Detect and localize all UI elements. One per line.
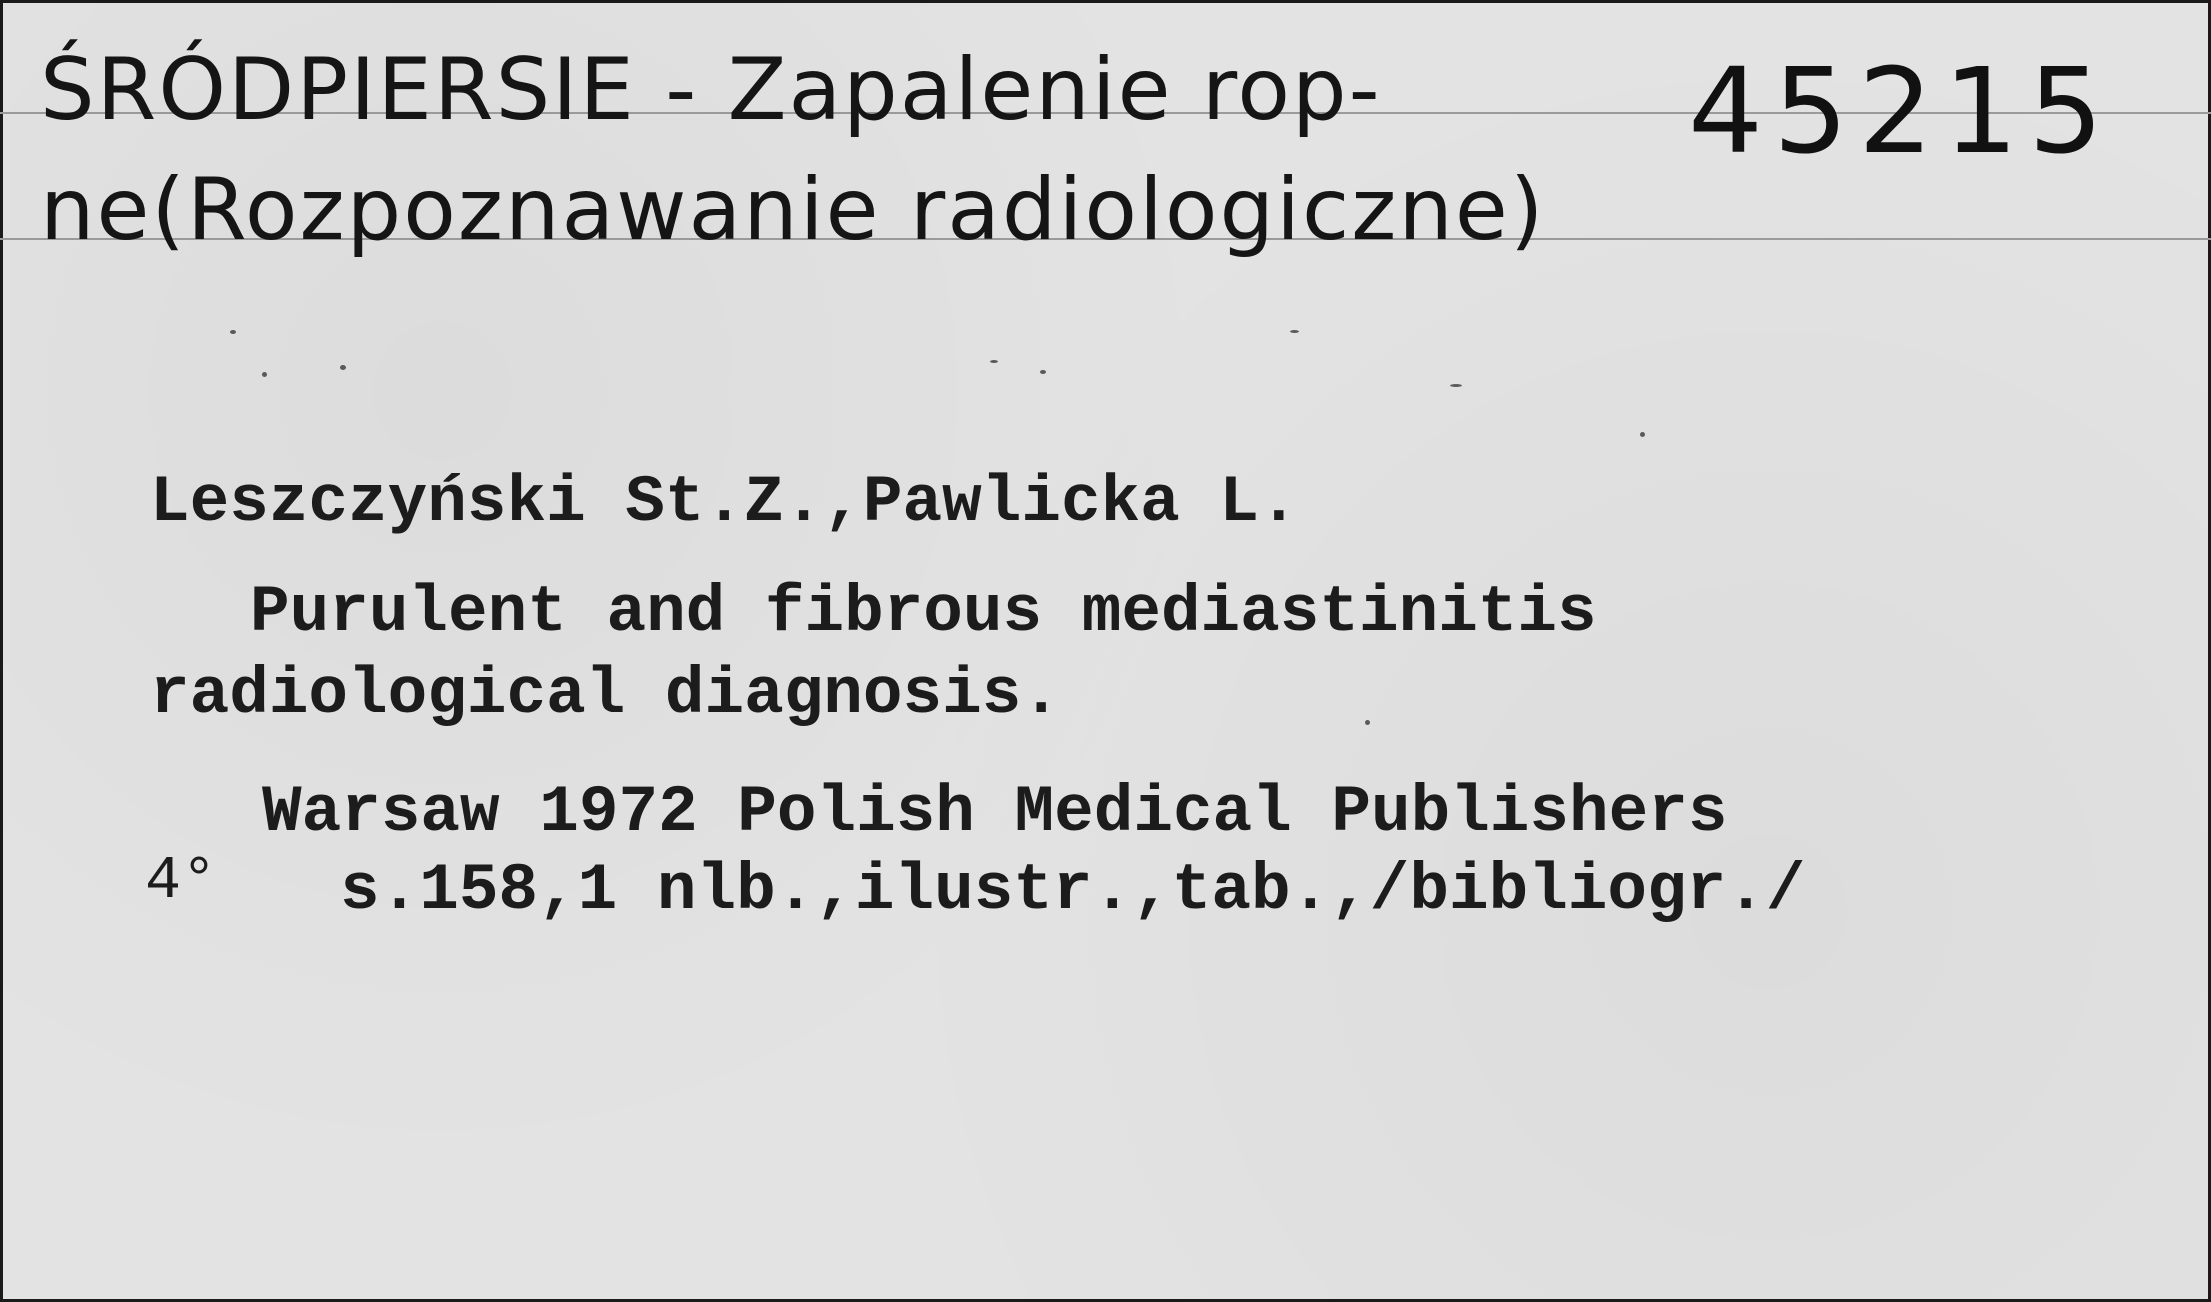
- ink-speck: [1640, 432, 1645, 437]
- collation-line: s.158,1 nlb.,ilustr.,tab.,/bibliogr./: [340, 853, 1806, 928]
- title-line-1: Purulent and fibrous mediastinitis: [250, 575, 1597, 650]
- ink-speck: [1290, 330, 1299, 333]
- ink-speck: [1040, 370, 1046, 374]
- author-line: Leszczyński St.Z.,Pawlicka L.: [150, 465, 1299, 540]
- subject-heading-line-1: ŚRÓDPIERSIE - Zapalenie rop-: [40, 40, 1382, 140]
- ink-speck: [990, 360, 998, 363]
- ink-speck: [340, 365, 346, 370]
- title-line-2: radiological diagnosis.: [150, 657, 1061, 732]
- ink-speck: [262, 372, 267, 377]
- imprint-line: Warsaw 1972 Polish Medical Publishers: [262, 775, 1728, 850]
- format-mark: 4°: [145, 848, 218, 916]
- ink-speck: [230, 330, 236, 334]
- ink-speck: [1365, 720, 1370, 725]
- subject-heading-line-2: ne(Rozpoznawanie radiologiczne): [40, 160, 1546, 260]
- catalog-number: 45215: [1688, 42, 2114, 180]
- ink-speck: [1450, 384, 1462, 387]
